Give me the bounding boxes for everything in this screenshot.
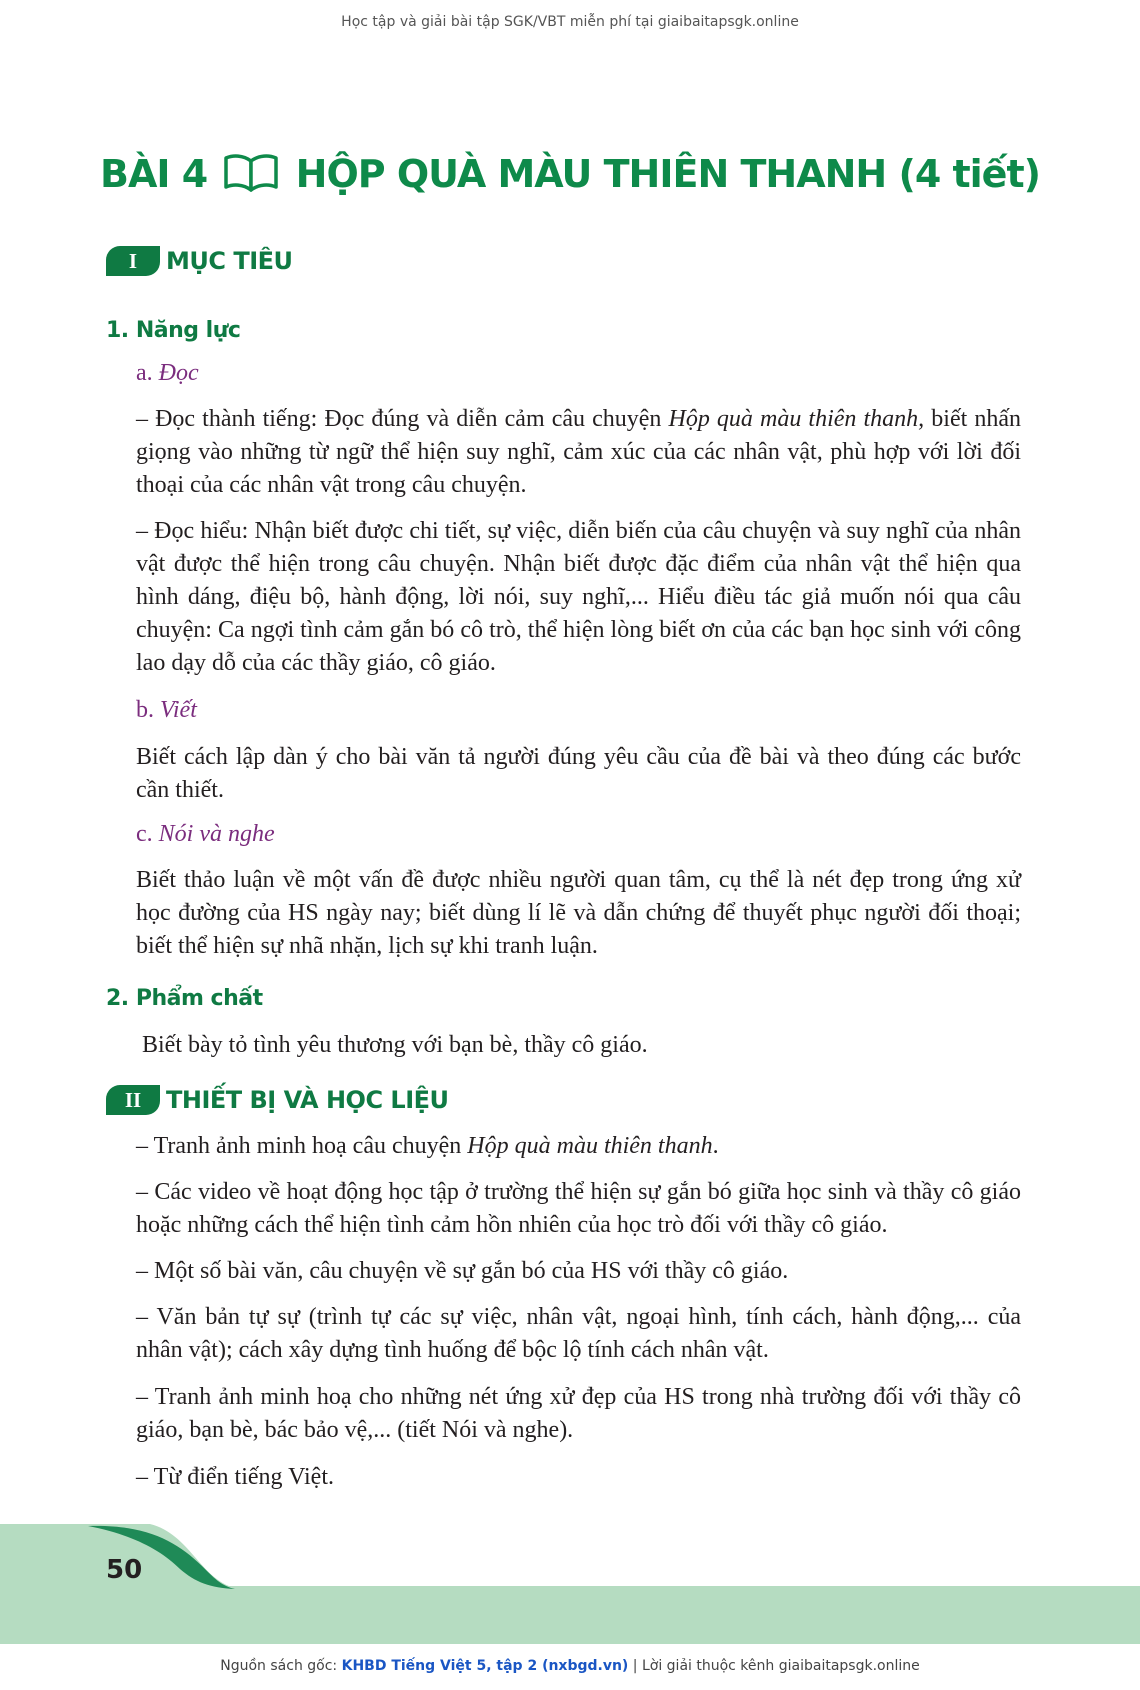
label-viet-prefix: b. bbox=[136, 697, 160, 723]
list-item-tu-dien: – Từ điển tiếng Việt. bbox=[136, 1464, 334, 1490]
open-book-icon bbox=[223, 153, 279, 202]
bottom-note-post: | Lời giải thuộc kênh giaibaitapsgk.online bbox=[628, 1658, 920, 1674]
section-2-title: THIẾT BỊ VÀ HỌC LIỆU bbox=[166, 1086, 449, 1114]
label-doc-prefix: a. bbox=[136, 360, 159, 386]
lesson-title bbox=[0, 152, 1140, 202]
paragraph-doc-thanh-tieng bbox=[136, 403, 1021, 502]
item1-post: . bbox=[712, 1133, 719, 1159]
label-doc bbox=[136, 360, 199, 387]
label-noi-prefix: c. bbox=[136, 821, 159, 847]
list-item-van-ban-tu-su: – Văn bản tự sự (trình tự các sự việc, nhân vật, ngoại hình, tính cách, hành động,... của nhân vật); cách xây dựng tình huống để bộc lộ tính cách nhân vật. bbox=[136, 1304, 1021, 1363]
item1-pre: – Tranh ảnh minh hoạ câu chuyện bbox=[136, 1133, 468, 1159]
label-viet-text: Viết bbox=[160, 697, 197, 723]
bottom-note-pre: Nguồn sách gốc: bbox=[220, 1658, 342, 1674]
section-1-badge: I bbox=[106, 246, 160, 276]
list-item-video: – Các video về hoạt động học tập ở trường thể hiện sự gắn bó giữa học sinh và thầy cô giáo hoặc những cách thể hiện tình cảm hồn nhiên của học trò đối với thầy cô giáo. bbox=[136, 1179, 1021, 1238]
list-item-bai-van: – Một số bài văn, câu chuyện về sự gắn bó của HS với thầy cô giáo. bbox=[136, 1258, 789, 1284]
footer-decorative-band bbox=[0, 1524, 1140, 1644]
section-2-badge: II bbox=[106, 1085, 160, 1115]
lesson-number: BÀI 4 bbox=[100, 152, 208, 196]
section-1-title: MỤC TIÊU bbox=[166, 247, 293, 275]
lesson-heading: HỘP QUÀ MÀU THIÊN THANH (4 tiết) bbox=[295, 152, 1040, 196]
bottom-source-note bbox=[0, 1658, 1140, 1674]
subheading-pham-chat: 2. Phẩm chất bbox=[106, 986, 263, 1011]
paragraph-viet: Biết cách lập dàn ý cho bài văn tả người đúng yêu cầu của đề bài và theo đúng các bước cần thiết. bbox=[136, 744, 1021, 803]
label-noi-va-nghe bbox=[136, 821, 275, 848]
paragraph-pham-chat: Biết bày tỏ tình yêu thương với bạn bè, thầy cô giáo. bbox=[142, 1032, 648, 1058]
section-2-header bbox=[106, 1085, 449, 1115]
list-item-tranh-anh bbox=[136, 1130, 1021, 1163]
story-title-italic: Hộp quà màu thiên thanh, bbox=[668, 406, 925, 432]
doc-thanh-tieng-pre: – Đọc thành tiếng: Đọc đúng và diễn cảm câu chuyện bbox=[136, 406, 669, 432]
label-noi-text: Nói và nghe bbox=[158, 821, 275, 847]
doc-thanh-tieng-post: biết nhấn giọng vào những từ ngữ thể hiện suy nghĩ, cảm xúc của các nhân vật, phù hợp với lời đối thoại của các nhân vật trong câu chuyện. bbox=[136, 406, 1022, 498]
paragraph-noi-va-nghe: Biết thảo luận về một vấn đề được nhiều người quan tâm, cụ thể là nét đẹp trong ứng xử học đường của HS ngày nay; biết dùng lí lẽ và dẫn chứng để thuyết phục người đối thoại; biết thể hiện sự nhã nhặn, lịch sự khi tranh luận. bbox=[136, 867, 1021, 959]
item1-story-title: Hộp quà màu thiên thanh bbox=[467, 1133, 713, 1159]
label-viet bbox=[136, 697, 197, 724]
source-book-link[interactable]: KHBD Tiếng Việt 5, tập 2 (nxbgd.vn) bbox=[341, 1658, 629, 1674]
top-source-note: Học tập và giải bài tập SGK/VBT miễn phí tại giaibaitapsgk.online bbox=[341, 14, 799, 30]
label-doc-text: Đọc bbox=[158, 360, 199, 386]
list-item-tranh-ung-xu: – Tranh ảnh minh hoạ cho những nét ứng xử đẹp của HS trong nhà trường đối với thầy cô giáo, bạn bè, bác bảo vệ,... (tiết Nói và nghe). bbox=[136, 1384, 1021, 1443]
section-1-header bbox=[106, 246, 293, 276]
subheading-nang-luc: 1. Năng lực bbox=[106, 318, 241, 343]
page-number: 50 bbox=[106, 1555, 143, 1585]
paragraph-doc-hieu: – Đọc hiểu: Nhận biết được chi tiết, sự việc, diễn biến của câu chuyện và suy nghĩ của nhân vật được thể hiện trong câu chuyện. Nhận biết được đặc điểm của nhân vật thể hiện qua hình dáng, điệu bộ, hành động, lời nói, suy nghĩ,... Hiểu điều tác giả muốn nói qua câu chuyện: Ca ngợi tình cảm gắn bó cô trò, thể hiện lòng biết ơn của các bạn học sinh với công lao dạy dỗ của các thầy giáo, cô giáo. bbox=[136, 518, 1021, 676]
